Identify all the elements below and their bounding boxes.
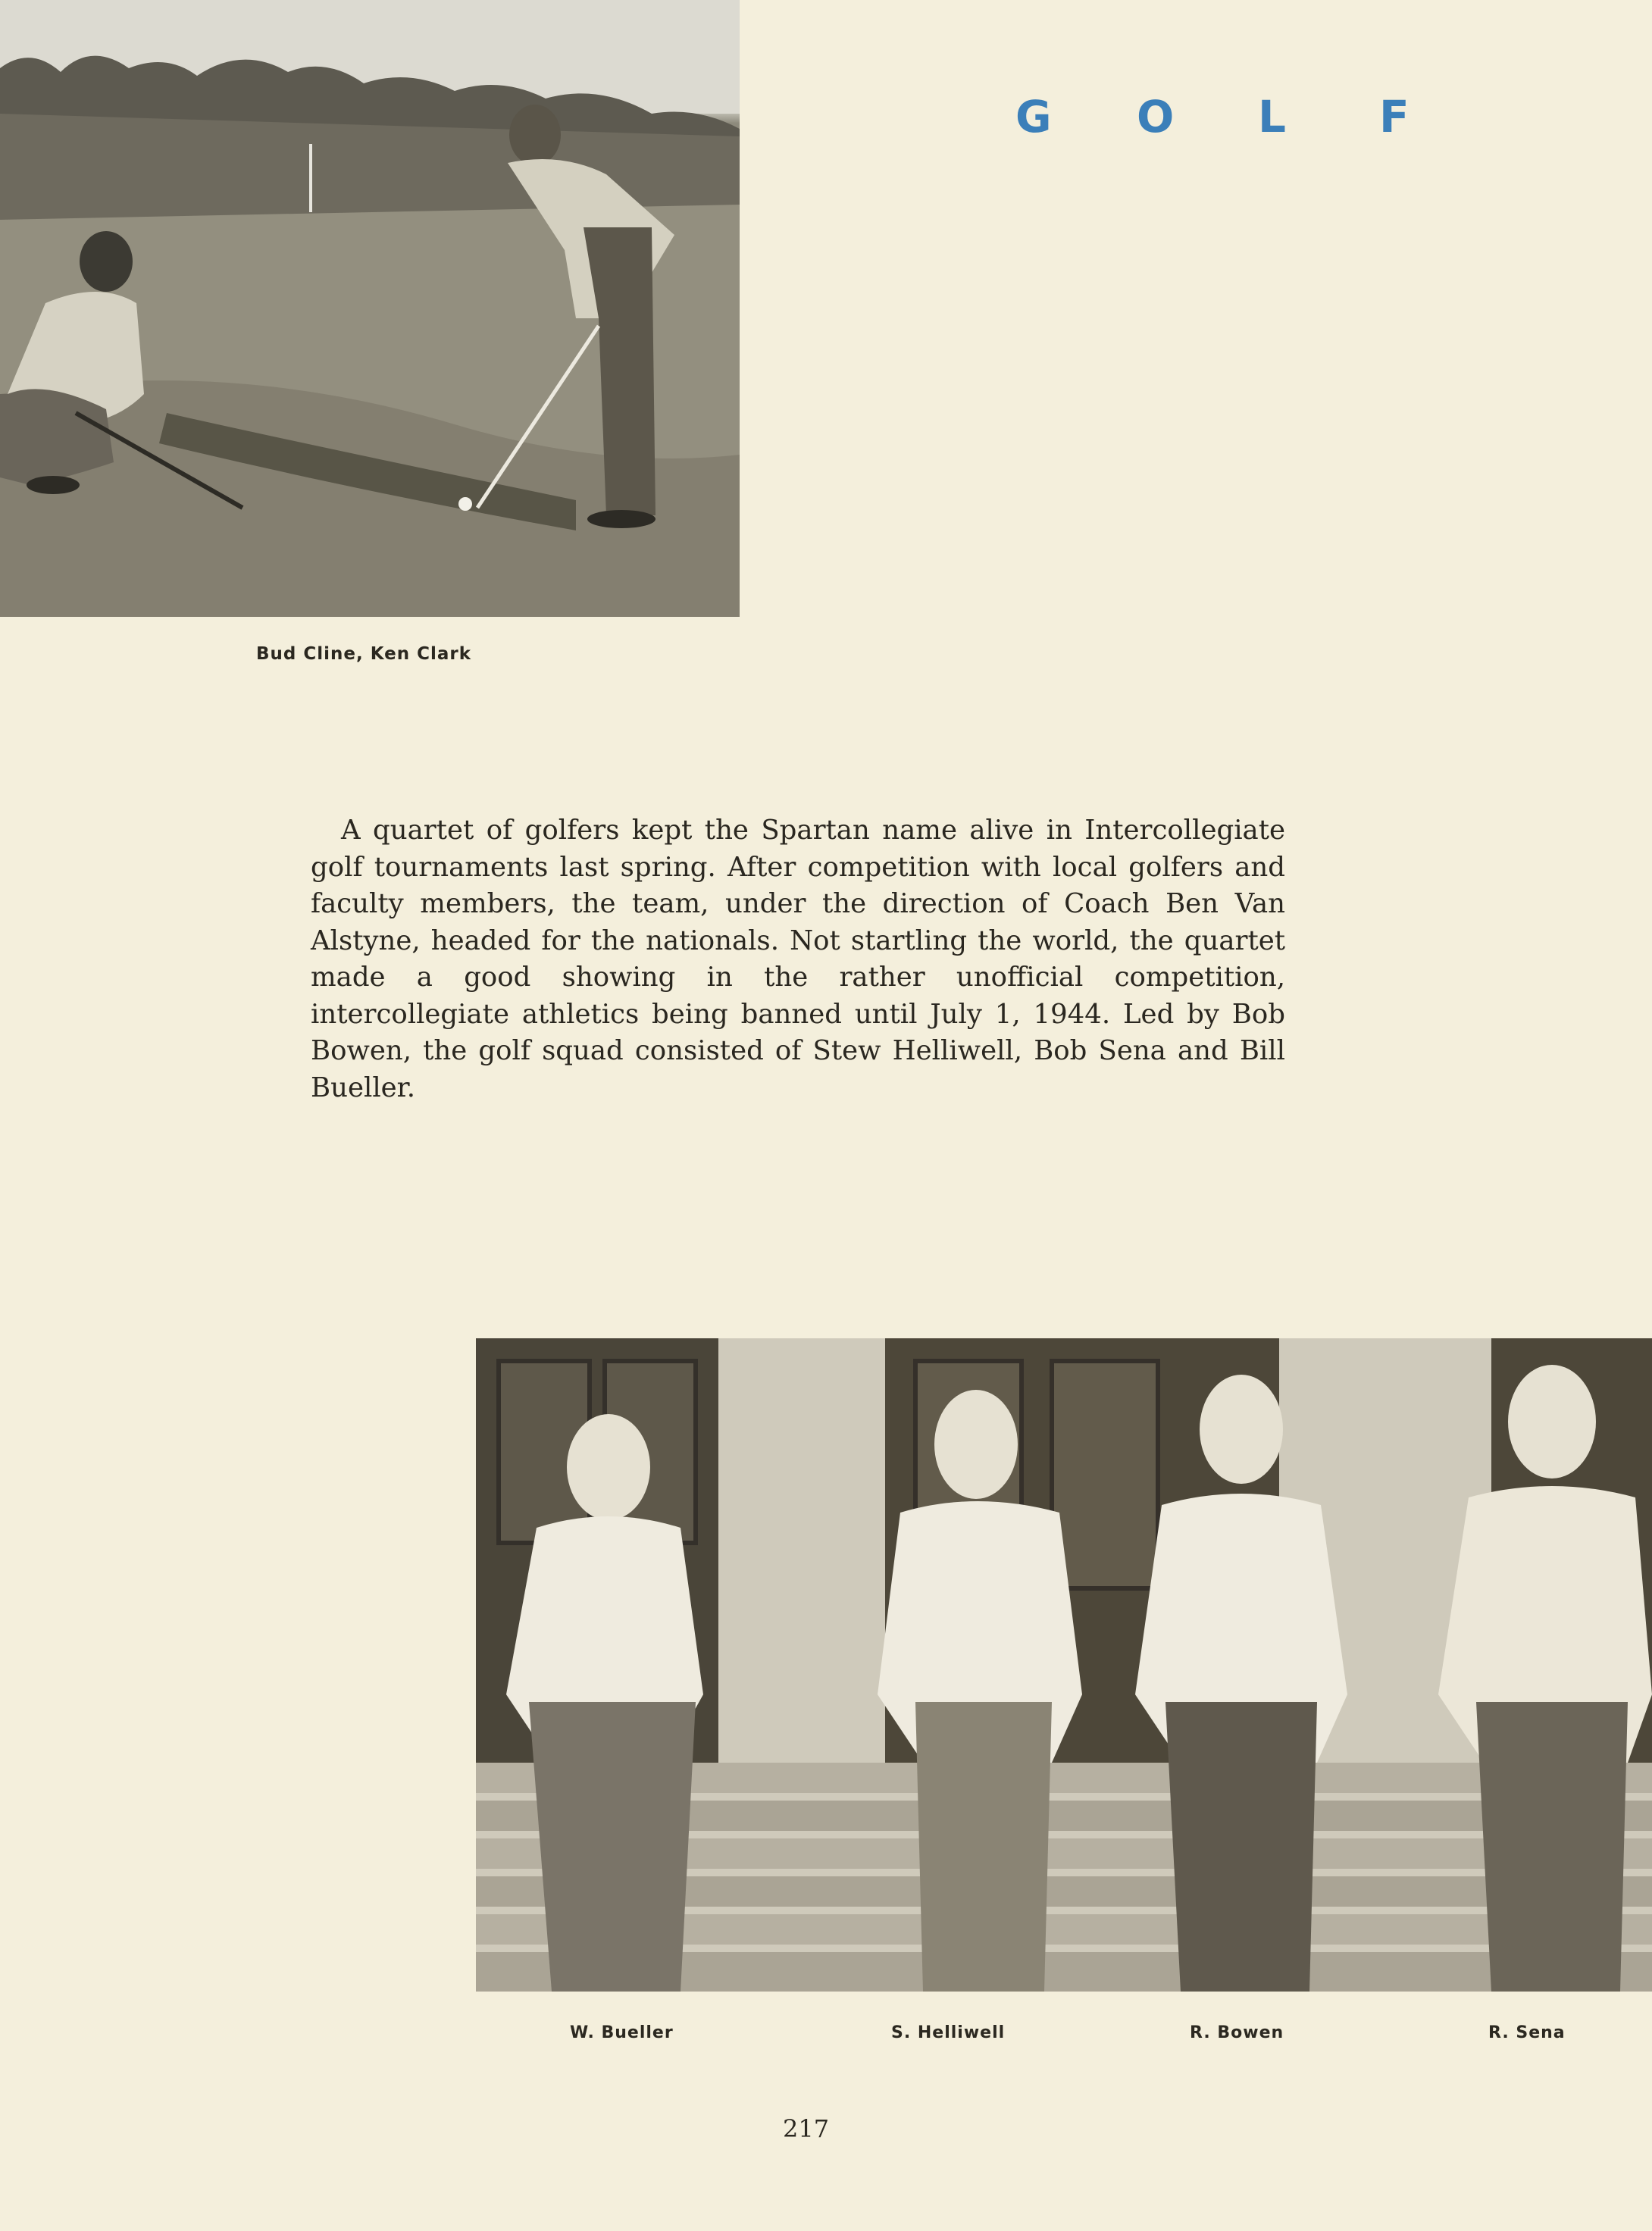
article-paragraph: A quartet of golfers kept the Spartan name alive in Intercollegiate golf tournaments last spring. After competition with local golfers and faculty members, the team, under the direction of Coach Ben Van Alstyne, headed for the nationals. Not startling the world, the quartet made a good showing in the rather unofficial competition, intercollegiate athletics being banned until July 1, 1944. Led by Bob Bowen, the golf squad consisted of Stew Helliwell, Bob Sena and Bill Bueller. [311, 815, 1285, 1103]
team-member-name: S. Helliwell [891, 2023, 1006, 2042]
team-member-name: R. Bowen [1190, 2023, 1284, 2042]
team-member-name: W. Bueller [570, 2023, 674, 2042]
team-member-name: R. Sena [1488, 2023, 1566, 2042]
golf-putting-photo [0, 0, 740, 617]
title-letter: F [1379, 91, 1411, 142]
top-photo-caption: Bud Cline, Ken Clark [256, 644, 472, 664]
page-number: 217 [783, 2114, 830, 2143]
golf-team-photo [476, 1338, 1652, 1992]
section-title [1015, 91, 1500, 142]
title-letter: O [1137, 91, 1176, 142]
title-letter: L [1258, 91, 1287, 142]
title-letter: G [1015, 91, 1053, 142]
